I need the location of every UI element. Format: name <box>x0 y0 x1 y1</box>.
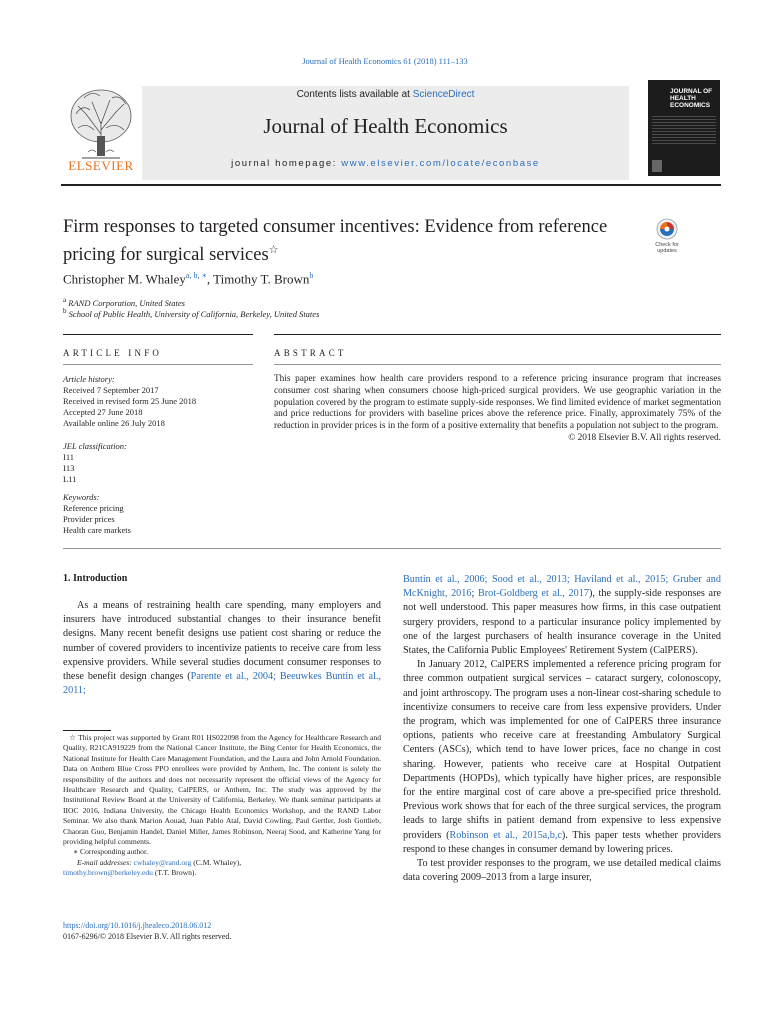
body-column-left <box>63 599 381 698</box>
journal-title: Journal of Health Economics <box>263 114 508 138</box>
contents-line <box>142 89 629 100</box>
footnote-star-mark: ☆ <box>69 733 77 742</box>
title-footnote-mark[interactable]: ☆ <box>268 244 279 256</box>
citation-link[interactable]: Brot-Goldberg et al., 2017 <box>477 588 589 600</box>
history-item: Accepted 27 June 2018 <box>63 407 143 417</box>
info-heading-rule <box>63 364 253 365</box>
sciencedirect-link[interactable]: ScienceDirect <box>412 89 475 100</box>
article-title <box>63 216 623 267</box>
paragraph-text: ), the supply-side responses are not well understood. This paper measures how firms, in this case outpatient surgery providers, respond to a particular insurance policy implemented by one of the largest purchasers of health insurance coverage in the United States, the California Public Employees' Retirement System (CalPERS). <box>403 588 721 657</box>
affiliation-text: School of Public Health, University of California, Berkeley, United States <box>68 308 320 319</box>
history-item: Available online 26 July 2018 <box>63 418 165 428</box>
footnote-rule <box>63 730 111 731</box>
funding-text: This project was supported by Grant R01 HS022098 from the Agency for Healthcare Research and Quality, R21CA919229 from the National Cancer Institute, the Bing Center for Health Economics, the National Institute for Health Care Management Foundation, and the Laura and John Arnold Foundation. Data on Anthem Blue Cross PPO enrollees were provided by Anthem, Inc. The content is solely the responsibility of the authors and does not necessarily represent the official views of the Agency for Healthcare Research and Quality, CalPERS, or Anthem, Inc. The study was approved by the Institutional Review Board at the University of California, Berkeley. We thank seminar participants at IIOC 2016, Indiana University, the Chicago Health Economics Workshop, and the RAND Labor Seminar. We also thank Marion Aouad, Juan Pablo Atal, David Cowling, Paul Gertler, Josh Gottlieb, Chaoran Guo, Benjamin Handel, Daniel Miller, James Robinson, Neeraj Sood, and Katherine Yang for providing helpful comments. <box>63 733 381 847</box>
front-matter-bottom-rule <box>63 548 721 549</box>
paragraph <box>403 658 721 857</box>
article-history <box>63 374 253 429</box>
article-title-text: Firm responses to targeted consumer incentives: Evidence from reference pricing for surgical services <box>63 217 608 266</box>
abstract-heading: ABSTRACT <box>274 348 347 358</box>
body-column-right <box>403 573 721 885</box>
citation-separator: ; <box>471 588 478 600</box>
history-label: Article history: <box>63 374 115 384</box>
cover-stripes <box>652 116 716 144</box>
elsevier-wordmark: ELSEVIER <box>68 158 134 173</box>
author-separator: , <box>206 271 214 287</box>
issn-line: 0167-6296/© 2018 Elsevier B.V. All rights reserved. <box>63 932 232 941</box>
contents-prefix: Contents lists available at <box>296 89 413 100</box>
affiliation-mark: a <box>63 296 67 304</box>
email-link[interactable]: timothy.brown@berkeley.edu <box>63 868 153 878</box>
citation-link[interactable]: Parente et al., 2004; Beeuwkes Buntin et al., 2011; <box>63 671 381 697</box>
email-owner: (C.M. Whaley), <box>191 857 242 867</box>
doi-link[interactable]: https://doi.org/10.1016/j.jhealeco.2018.06.012 <box>63 921 212 930</box>
paragraph-text: In January 2012, CalPERS implemented a reference pricing program for three common outpatient surgical services – cataract surgery, colonoscopy, and joint arthroscopy. The program uses a non-linear cost-sharing schedule to incentivize consumers to receive care from less expensive providers. Under the program, which was implemented for one of CalPERS three insurance options, patients who receive care at freestanding Ambulatory Surgical Centers (ASCs), which tend to have lower prices, face no change in cost sharing. However, patients who receive care at Hospital Outpatient Departments (HOPDs), which typically have higher prices, are responsible for the entire marginal cost of care above a pre-specified price threshold. Previous work shows that for each of the three surgical services, the program leads to large shifts in patient demand from expensive to less expensive providers ( <box>403 659 721 841</box>
info-top-rule <box>63 334 253 335</box>
journal-cover-thumbnail[interactable] <box>648 80 720 176</box>
abstract-heading-rule <box>274 364 721 365</box>
email-line <box>63 868 381 878</box>
article-info-heading: ARTICLE INFO <box>63 348 163 358</box>
abstract-copyright: © 2018 Elsevier B.V. All rights reserved. <box>568 432 721 443</box>
author-affiliation-marks[interactable]: a, b, ∗ <box>185 271 207 280</box>
email-link[interactable]: cwhaley@rand.org <box>133 857 192 867</box>
keyword: Provider prices <box>63 514 115 524</box>
journal-homepage-line <box>142 158 629 169</box>
cover-title: JOURNAL OF HEALTH ECONOMICS <box>670 88 713 109</box>
email-line <box>63 858 381 868</box>
keywords-label: Keywords: <box>63 492 100 502</box>
affiliation-text: RAND Corporation, United States <box>68 297 185 308</box>
doi-block <box>63 920 231 942</box>
author-list <box>63 271 313 287</box>
journal-homepage-link[interactable]: www.elsevier.com/locate/econbase <box>341 158 540 169</box>
abstract-text: This paper examines how health care providers respond to a reference pricing insurance program that increases consumer cost sharing when consumers choose high-priced surgical providers. We use geographic variation in the population covered by the program to estimate supply-side responses. We find limited evidence of market segmentation and price reductions for providers with baseline prices above the reference price. Finally, approximately 75% of the reduction in provider prices is in the form of a positive externality that benefits a population not subject to the program. <box>274 374 721 432</box>
funding-footnote <box>63 733 381 847</box>
paragraph <box>403 573 721 658</box>
jel-code: I11 <box>63 452 75 462</box>
affiliation-b <box>63 307 319 319</box>
paragraph: To test provider responses to the program, we use detailed medical claims data covering 2009–2013 from a large insurer, <box>403 858 721 884</box>
author-name: Timothy T. Brown <box>213 271 310 287</box>
email-owner: (T.T. Brown). <box>152 868 197 878</box>
header-rule <box>61 184 721 186</box>
jel-classification <box>63 441 253 485</box>
corresponding-author-note: ∗ Corresponding author. <box>73 847 148 857</box>
history-item: Received in revised form 25 June 2018 <box>63 396 197 406</box>
check-for-updates-badge[interactable] <box>648 218 686 258</box>
elsevier-logo <box>62 84 140 176</box>
paragraph-text: ). This paper tests whether providers respond to these changes in consumer demand by lowering prices. <box>403 829 721 855</box>
check-for-updates-icon <box>648 218 686 242</box>
author-name: Christopher M. Whaley <box>63 271 186 287</box>
check-for-updates-label: Check for updates <box>655 242 679 254</box>
keywords <box>63 492 253 536</box>
homepage-prefix: journal homepage: <box>231 158 342 169</box>
email-label: E-mail addresses: <box>77 857 134 867</box>
citation-link[interactable]: Robinson et al., 2015a,b,c <box>449 829 562 841</box>
keyword: Health care markets <box>63 525 131 535</box>
abstract-body <box>274 374 721 445</box>
affiliation-mark: b <box>63 307 67 315</box>
abstract-top-rule <box>274 334 721 335</box>
jel-code: L11 <box>63 474 77 484</box>
paragraph <box>63 599 381 698</box>
footnotes <box>63 733 381 879</box>
author-affiliation-marks[interactable]: b <box>309 271 314 280</box>
section-heading-introduction: 1. Introduction <box>63 573 128 584</box>
journal-citation-link[interactable]: Journal of Health Economics 61 (2018) 111–133 <box>302 56 468 66</box>
paragraph-text: As a means of restraining health care spending, many employers and insurers have introduced substantial changes to their insurance benefit designs. Many recent benefit designs use patient cost sharing or reduce the number of covered providers to incentivize patients to receive care from less expensive providers. While several studies document consumer responses to these benefit design changes ( <box>63 600 381 683</box>
jel-label: JEL classification: <box>63 441 127 451</box>
history-item: Received 7 September 2017 <box>63 385 159 395</box>
citation-link[interactable]: Buntin et al., 2006; Sood et al., 2013; Haviland et al., 2015; Gruber and McKnight, 2016 <box>403 574 721 600</box>
jel-code: I13 <box>63 463 75 473</box>
keyword: Reference pricing <box>63 503 124 513</box>
cover-publisher-mark <box>652 160 662 172</box>
